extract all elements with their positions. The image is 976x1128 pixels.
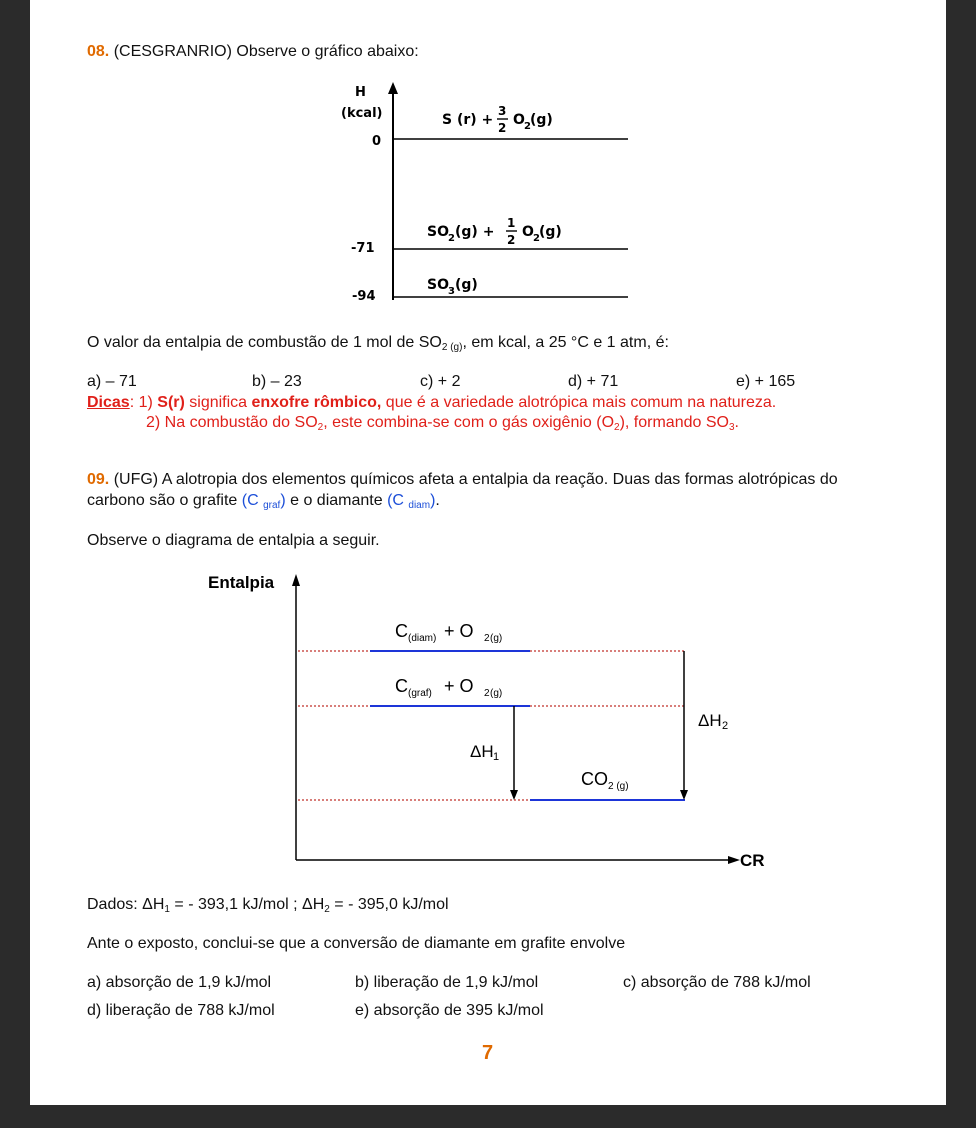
- q09-question: Ante o exposto, conclui-se que a conversão de diamante em grafite envolve: [87, 935, 626, 952]
- svg-text:(g): (g): [530, 112, 553, 128]
- q08-value-94: -94: [352, 289, 376, 304]
- svg-text:1: 1: [507, 216, 516, 230]
- q09-observe: Observe o diagrama de entalpia a seguir.: [87, 532, 380, 549]
- q09-dh1-label: [470, 742, 499, 763]
- q08-dica-2: 2) Na combustão do $SO_2$, este combina-se com o gás oxigênio $(O_2)$, formando $SO_3$.: [146, 414, 739, 433]
- svg-text:3: 3: [498, 104, 507, 118]
- q09-number: 09.: [87, 471, 110, 488]
- svg-text:2: 2: [524, 121, 531, 132]
- svg-text:O: O: [513, 112, 525, 128]
- svg-text:(g): (g): [455, 277, 478, 293]
- q08-option-d[interactable]: d) + 71: [568, 373, 619, 390]
- svg-text:SO: SO: [427, 277, 449, 293]
- q08-axis-unit: (kcal): [341, 106, 383, 121]
- q09-option-d[interactable]: d) liberação de 788 kJ/mol: [87, 1002, 275, 1019]
- svg-text:2: 2: [484, 633, 490, 644]
- q09-option-a[interactable]: a) absorção de 1,9 kJ/mol: [87, 974, 272, 991]
- q09-y-label: Entalpia: [208, 573, 275, 592]
- q09-enthalpy-diagram: [30, 560, 946, 880]
- q09-diam-species: [395, 621, 502, 644]
- q08-value-71: -71: [351, 241, 375, 256]
- q08-value-0: 0: [372, 134, 382, 149]
- svg-text:SO: SO: [427, 224, 449, 240]
- q08-axis-h: H: [355, 85, 366, 100]
- q09-option-e[interactable]: e) absorção de 395 kJ/mol: [355, 1002, 544, 1019]
- q08-dica-1: Dicas: 1) S(r) significa enxofre rômbico, que é a variedade alotrópica mais comum na natureza.: [87, 394, 777, 411]
- q08-option-c[interactable]: c) + 2: [420, 373, 461, 390]
- document-page: [30, 0, 946, 1105]
- svg-text:CO: CO: [581, 769, 608, 789]
- svg-text:1: 1: [493, 751, 500, 763]
- q09-y-axis-arrow: [292, 574, 300, 586]
- svg-text:C: C: [395, 621, 408, 641]
- q08-question: O valor da entalpia de combustão de 1 mol de $SO_{2 (g)}$, em kcal, a 25 °C e 1 atm, é:: [87, 334, 669, 353]
- svg-text:(graf): (graf): [408, 688, 432, 699]
- svg-text:+ O: + O: [444, 676, 474, 696]
- svg-text:ΔH: ΔH: [698, 711, 722, 730]
- q09-dh2-label: [698, 711, 728, 732]
- svg-text:C: C: [395, 676, 408, 696]
- q08-option-b[interactable]: b) – 23: [252, 373, 302, 390]
- svg-text:(g) +: (g) +: [455, 224, 495, 240]
- q09-line-1: 09. (UFG) A alotropia dos elementos químicos afeta a entalpia da reação. Duas das formas alotrópicas do: [87, 471, 838, 488]
- svg-text:ΔH: ΔH: [470, 742, 494, 761]
- q08-species-level-71: [427, 216, 562, 247]
- q09-line-2: carbono são o grafite (C $_{graf}$) e o diamante (C $_{diam}$).: [87, 492, 440, 511]
- svg-text:2: 2: [498, 121, 507, 135]
- q09-dados: Dados: $\Delta H_1$ = - 393,1 kJ/mol ; $\Delta H_2$ = - 395,0 kJ/mol: [87, 896, 449, 915]
- q08-species-level-0: [442, 104, 553, 135]
- page-number: 7: [482, 1042, 494, 1064]
- svg-text:3: 3: [448, 286, 455, 297]
- q09-option-b[interactable]: b) liberação de 1,9 kJ/mol: [355, 974, 539, 991]
- svg-text:2: 2: [533, 233, 540, 244]
- q09-co2-species: [581, 769, 629, 792]
- svg-text:2: 2: [507, 233, 516, 247]
- svg-text:(g): (g): [490, 633, 503, 644]
- q08-number: 08.: [87, 43, 110, 60]
- svg-text:(g): (g): [539, 224, 562, 240]
- q08-y-axis-arrow: [388, 82, 398, 94]
- svg-text:S (r) +: S (r) +: [442, 112, 494, 128]
- q08-option-e[interactable]: e) + 165: [736, 373, 796, 390]
- q08-option-a[interactable]: a) – 71: [87, 373, 137, 390]
- svg-text:O: O: [522, 224, 534, 240]
- svg-text:(diam): (diam): [408, 633, 437, 644]
- q09-x-axis-arrow: [728, 856, 740, 864]
- svg-text:+ O: + O: [444, 621, 474, 641]
- svg-text:(g): (g): [490, 688, 503, 699]
- q09-graf-species: [395, 676, 502, 699]
- svg-text:2: 2: [448, 233, 455, 244]
- q08-source: (CESGRANRIO) Observe o gráfico abaixo:: [113, 43, 419, 60]
- svg-text:2 (g): 2 (g): [608, 781, 629, 792]
- q09-x-label: CR: [740, 851, 765, 870]
- q08-enthalpy-diagram: [30, 0, 946, 320]
- svg-text:2: 2: [484, 688, 490, 699]
- svg-text:2: 2: [722, 720, 729, 732]
- q08-species-level-94: [427, 277, 478, 297]
- q09-option-c[interactable]: c) absorção de 788 kJ/mol: [623, 974, 811, 991]
